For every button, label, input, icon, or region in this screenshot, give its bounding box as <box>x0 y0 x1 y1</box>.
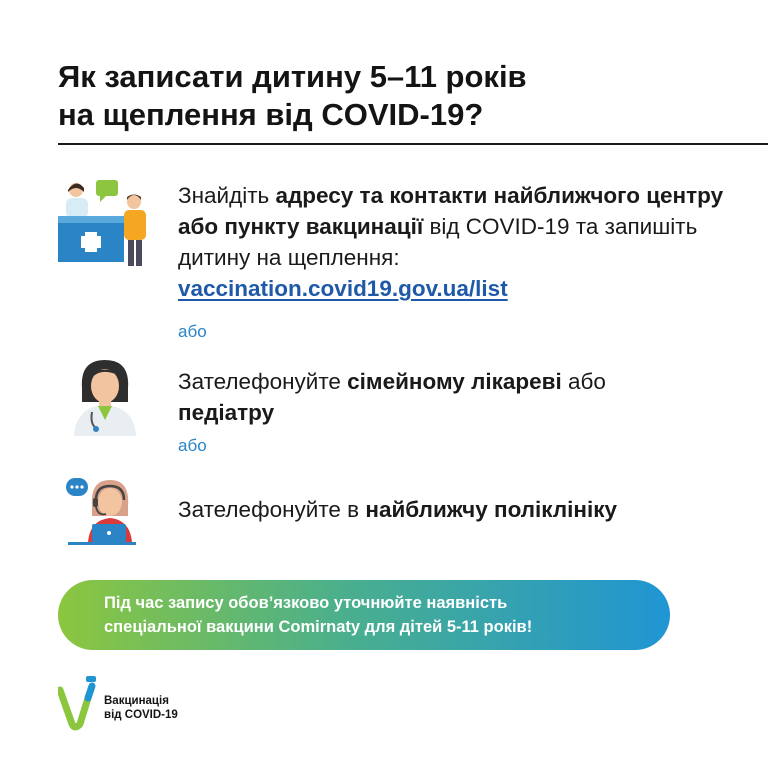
step-2-bold-b: педіатру <box>178 400 275 425</box>
step-3-text: Зателефонуйте в найближчу поліклініку <box>178 497 618 522</box>
step-1-bold: адресу та контакти найближчого центру або пункту вакцинації <box>178 183 724 239</box>
step-1-text: Знайдіть адресу та контакти найближчого центру або пункту вакцинації від COVID-19 та запишіть дитину на щеплення: vaccination.covid19.gov.ua/list <box>178 183 724 301</box>
logo-line-1: Вакцинація <box>104 695 169 707</box>
or-label-2: або <box>178 436 207 455</box>
logo-line-2: від COVID-19 <box>104 709 178 721</box>
step-2-bold-a: сімейному лікареві <box>347 369 562 394</box>
page-title <box>58 58 698 134</box>
or-label-1: або <box>178 322 207 341</box>
comirnaty-notice-banner <box>58 580 670 650</box>
vaccination-list-link[interactable]: vaccination.covid19.gov.ua/list <box>178 276 508 301</box>
logo-text <box>104 694 178 722</box>
step-2-text: Зателефонуйте сімейному лікареві або педіатру <box>178 369 606 425</box>
doctor-icon <box>70 358 140 443</box>
reception-desk-icon <box>58 180 158 275</box>
banner-line-2: спеціальної вакцини Comirnaty для дітей 5-11 років! <box>104 618 533 636</box>
banner-line-1: Під час запису обов’язково уточнюйте наявність <box>104 594 508 612</box>
title-divider <box>58 143 768 145</box>
call-center-operator-icon <box>66 476 138 551</box>
title-line-1: Як записати дитину 5–11 років <box>58 59 527 94</box>
step-3-bold: найближчу поліклініку <box>365 497 618 522</box>
title-line-2: на щеплення від COVID-19? <box>58 97 484 132</box>
